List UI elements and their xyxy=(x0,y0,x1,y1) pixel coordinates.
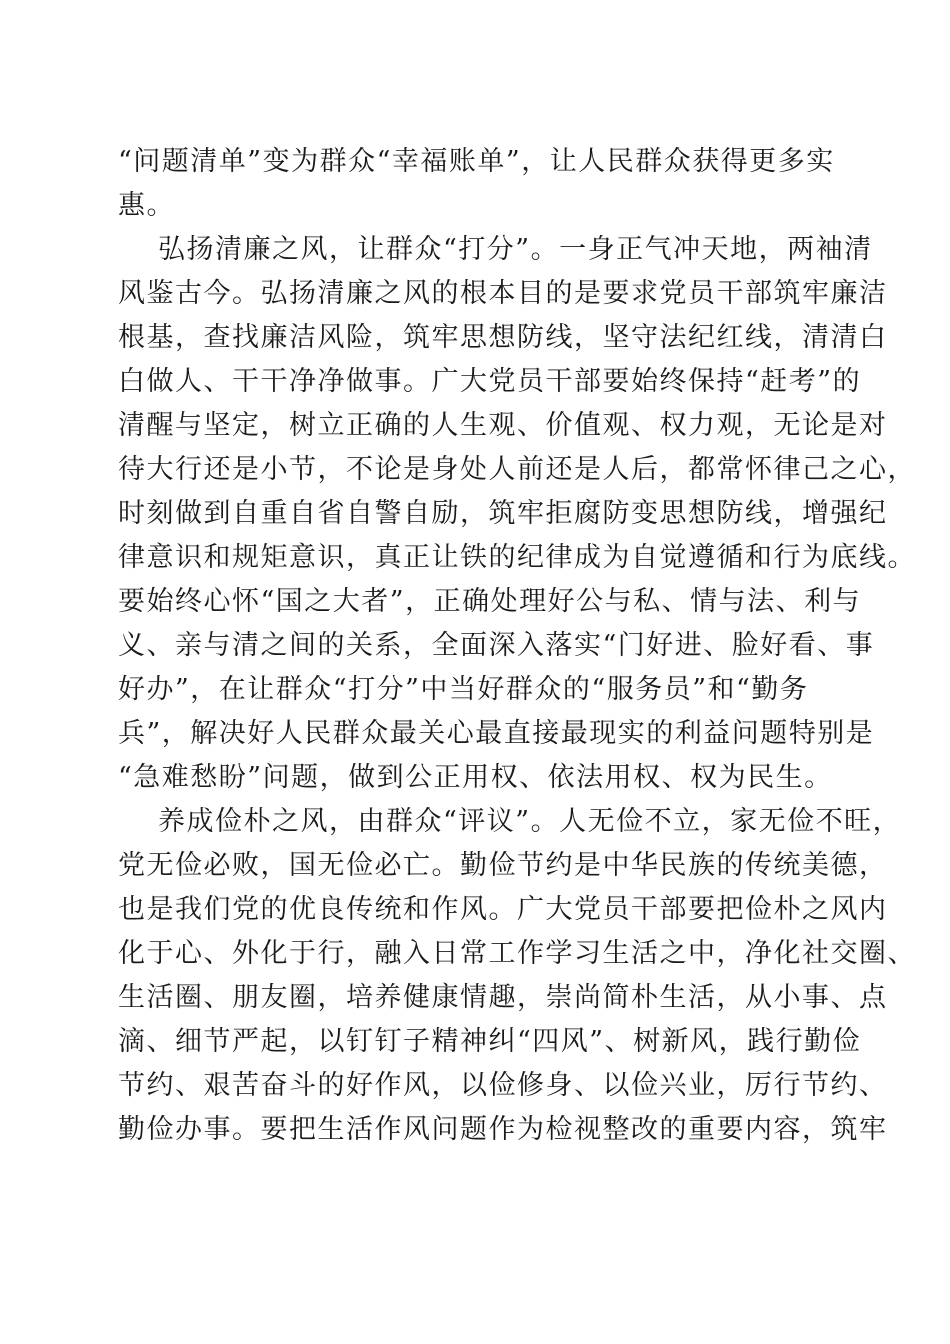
text-line: 律意识和规矩意识，真正让铁的纪律成为自觉遵循和行为底线。 xyxy=(118,542,916,573)
text-line: 化于心、外化于行，融入日常工作学习生活之中，净化社交圈、 xyxy=(118,938,916,969)
text-line: 风鉴古今。弘扬清廉之风的根本目的是要求党员干部筑牢廉洁 xyxy=(118,278,888,309)
text-line: 义、亲与清之间的关系，全面深入落实“门好进、脸好看、事 xyxy=(118,630,875,661)
paragraph-first-line: 养成俭朴之风，由群众“评议”。人无俭不立，家无俭不旺， xyxy=(158,806,902,837)
text-line: 党无俭必败，国无俭必亡。勤俭节约是中华民族的传统美德， xyxy=(118,850,888,881)
text-line: “问题清单”变为群众“幸福账单”，让人民群众获得更多实 xyxy=(118,146,835,177)
text-line: 待大行还是小节，不论是身处人前还是人后，都常怀律己之心， xyxy=(118,454,916,485)
text-line: 惠。 xyxy=(118,190,175,221)
text-line: 根基，查找廉洁风险，筑牢思想防线，坚守法纪红线，清清白 xyxy=(118,322,888,353)
text-line: 勤俭办事。要把生活作风问题作为检视整改的重要内容，筑牢 xyxy=(118,1114,888,1145)
text-line: 滴、细节严起，以钉钉子精神纠“四风”、树新风，践行勤俭 xyxy=(118,1026,862,1057)
paragraph-first-line: 弘扬清廉之风，让群众“打分”。一身正气冲天地，两袖清 xyxy=(158,234,873,265)
text-line: 节约、艰苦奋斗的好作风，以俭修身、以俭兴业，厉行节约、 xyxy=(118,1070,888,1101)
text-line: 白做人、干干净净做事。广大党员干部要始终保持“赶考”的 xyxy=(118,366,862,397)
text-line: 时刻做到自重自省自警自励，筑牢拒腐防变思想防线，增强纪 xyxy=(118,498,888,529)
text-line: 生活圈、朋友圈，培养健康情趣，崇尚简朴生活，从小事、点 xyxy=(118,982,888,1013)
text-line: 好办”，在让群众“打分”中当好群众的“服务员”和“勤务 xyxy=(118,674,809,705)
text-line: 也是我们党的优良传统和作风。广大党员干部要把俭朴之风内 xyxy=(118,894,888,925)
text-line: 兵”，解决好人民群众最关心最直接最现实的利益问题特别是 xyxy=(118,718,875,749)
text-line: 清醒与坚定，树立正确的人生观、价值观、权力观，无论是对 xyxy=(118,410,888,441)
text-line: “急难愁盼”问题，做到公正用权、依法用权、权为民生。 xyxy=(118,762,833,793)
text-line: 要始终心怀“国之大者”，正确处理好公与私、情与法、利与 xyxy=(118,586,862,617)
